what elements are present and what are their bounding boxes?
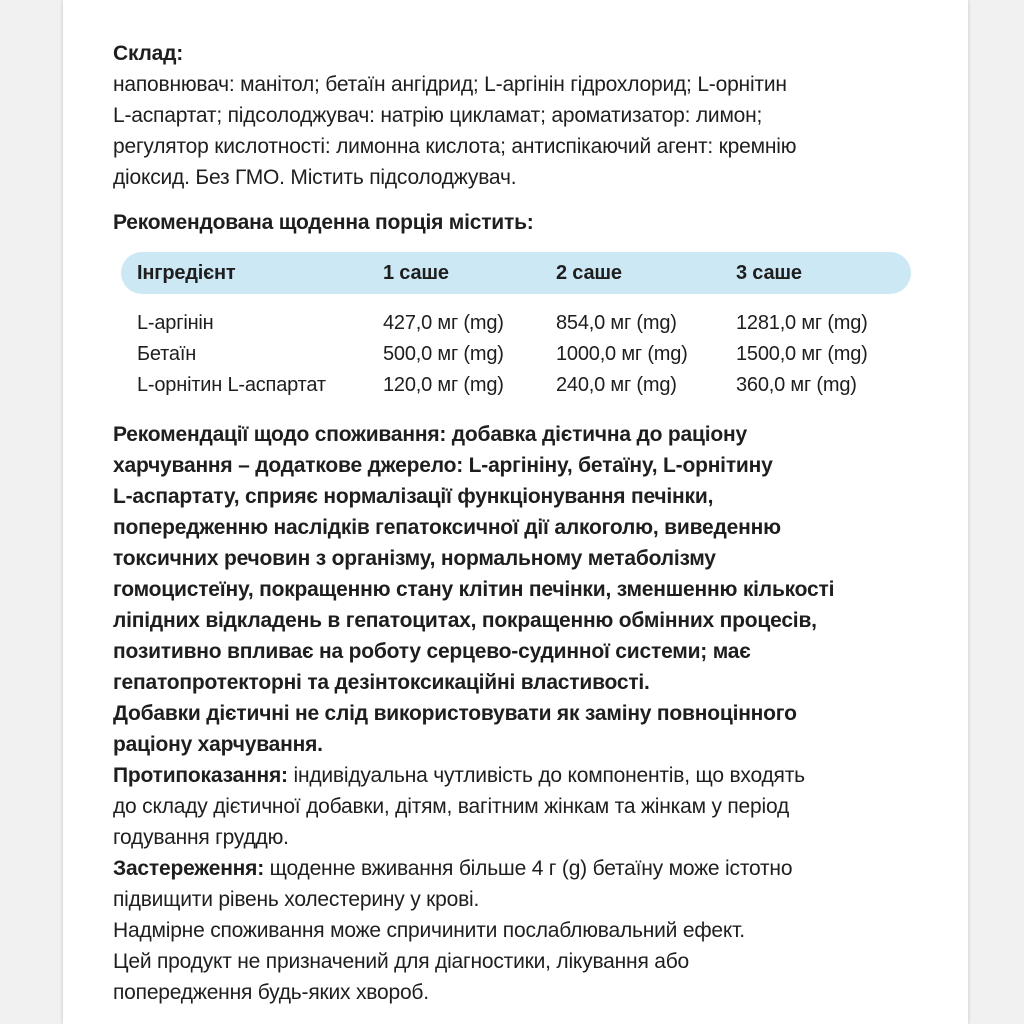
recommendations-line: гомоцистеїну, покращенню стану клітин печінки, зменшенню кількості bbox=[113, 578, 835, 601]
table-row bbox=[121, 308, 911, 339]
ingredient-name: Бетаїн bbox=[137, 343, 197, 365]
recommendations-line: L-аспартату, сприяє нормалізації функціонування печінки, bbox=[113, 485, 714, 508]
header-2-sachet: 2 саше bbox=[556, 262, 622, 284]
amount-2-sachet: 240,0 мг (mg) bbox=[556, 374, 677, 396]
portion-table-body bbox=[121, 294, 911, 401]
amount-1-sachet: 120,0 мг (mg) bbox=[383, 374, 504, 396]
header-3-sachet: 3 саше bbox=[736, 262, 802, 284]
warnings-line: попередження будь-яких хвороб. bbox=[113, 981, 429, 1004]
amount-3-sachet: 1500,0 мг (mg) bbox=[736, 343, 868, 365]
ingredient-name: L-орнітин L-аспартат bbox=[137, 374, 326, 396]
daily-portion-title: Рекомендована щоденна порція містить: bbox=[113, 211, 534, 234]
amount-2-sachet: 854,0 мг (mg) bbox=[556, 312, 677, 334]
portion-table-header bbox=[121, 252, 911, 294]
warnings-line: Цей продукт не призначений для діагностики, лікування або bbox=[113, 950, 690, 973]
amount-1-sachet: 427,0 мг (mg) bbox=[383, 312, 504, 334]
contraindications-label: Протипоказання: bbox=[113, 764, 288, 787]
leaflet-sheet bbox=[63, 0, 968, 1024]
ingredient-name: L-аргінін bbox=[137, 312, 214, 334]
header-1-sachet: 1 саше bbox=[383, 262, 449, 284]
warnings-line: Надмірне споживання може спричинити послаблювальний ефект. bbox=[113, 919, 745, 942]
contraindications-line: до складу дієтичної добавки, дітям, вагітним жінкам та жінкам у період bbox=[113, 795, 790, 818]
amount-3-sachet: 1281,0 мг (mg) bbox=[736, 312, 868, 334]
composition-line: регулятор кислотності: лимонна кислота; антиспікаючий агент: кремнію bbox=[113, 135, 797, 158]
composition-line: L-аспартат; підсолоджувач: натрію цикламат; ароматизатор: лимон; bbox=[113, 104, 763, 127]
amount-1-sachet: 500,0 мг (mg) bbox=[383, 343, 504, 365]
recommendations-line: харчування – додаткове джерело: L-аргініну, бетаїну, L-орнітину bbox=[113, 454, 773, 477]
warnings-label: Застереження: bbox=[113, 857, 265, 880]
warnings-line: підвищити рівень холестерину у крові. bbox=[113, 888, 480, 911]
portion-table bbox=[121, 252, 911, 401]
recommendations-line: ліпідних відкладень в гепатоцитах, покращенню обмінних процесів, bbox=[113, 609, 817, 632]
recommendations-line: гепатопротекторні та дезінтоксикаційні властивості. bbox=[113, 671, 650, 694]
recommendations-line: попередженню наслідків гепатоксичної дії алкоголю, виведенню bbox=[113, 516, 781, 539]
contraindications-first-line bbox=[113, 760, 933, 791]
recommendations-line: Добавки дієтичні не слід використовувати як заміну повноцінного bbox=[113, 702, 797, 725]
contraindications-text: індивідуальна чутливість до компонентів, що входять bbox=[287, 764, 805, 787]
amount-2-sachet: 1000,0 мг (mg) bbox=[556, 343, 688, 365]
composition-line: діоксид. Без ГМО. Містить підсолоджувач. bbox=[113, 166, 517, 189]
composition-line: наповнювач: манітол; бетаїн ангідрид; L-аргінін гідрохлорид; L-орнітин bbox=[113, 73, 787, 96]
recommendations-line: Рекомендації щодо споживання: добавка дієтична до раціону bbox=[113, 423, 747, 446]
amount-3-sachet: 360,0 мг (mg) bbox=[736, 374, 857, 396]
recommendations-line: токсичних речовин з організму, нормальному метаболізму bbox=[113, 547, 716, 570]
recommendations-line: позитивно впливає на роботу серцево-судинної системи; має bbox=[113, 640, 751, 663]
header-ingredient: Інгредієнт bbox=[137, 262, 236, 284]
recommendations-line: раціону харчування. bbox=[113, 733, 323, 756]
composition-title: Склад: bbox=[113, 42, 184, 65]
table-row bbox=[121, 370, 911, 401]
warnings-text: щоденне вживання більше 4 г (g) бетаїну може істотно bbox=[264, 857, 793, 880]
contraindications-line: годування груддю. bbox=[113, 826, 289, 849]
warnings-first-line bbox=[113, 853, 933, 884]
table-row bbox=[121, 339, 911, 370]
leaflet-content bbox=[113, 38, 933, 1008]
recommendations-block bbox=[113, 419, 933, 760]
